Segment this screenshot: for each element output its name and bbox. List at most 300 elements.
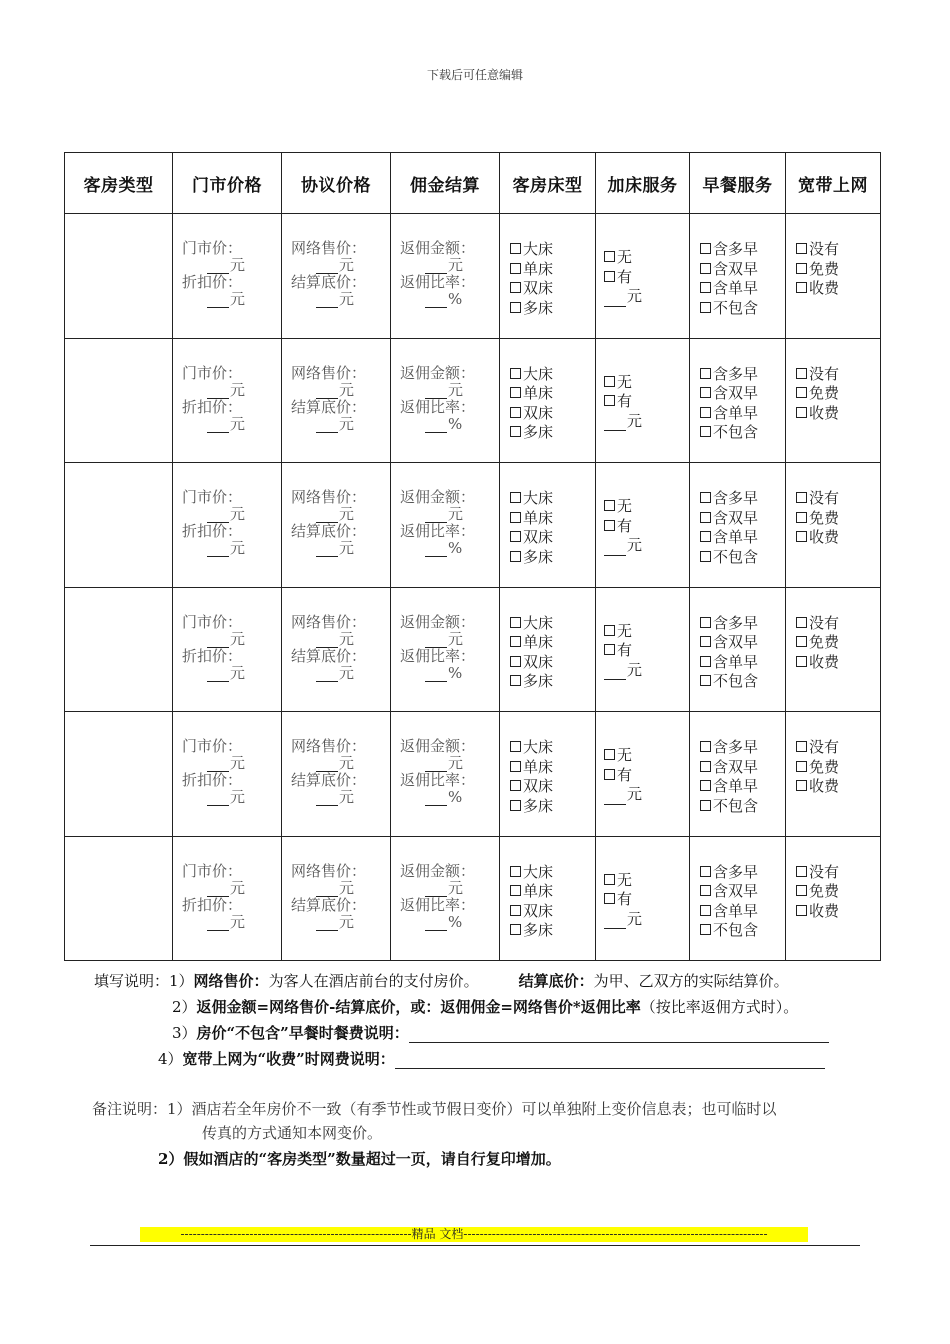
commission-formula: 返佣金额=网络售价-结算底价，或：返佣佣金=网络售价*返佣比率 xyxy=(196,998,641,1016)
checkbox-icon[interactable] xyxy=(510,617,521,628)
checkbox-icon[interactable] xyxy=(604,376,615,387)
breakfast-option[interactable] xyxy=(700,279,785,299)
bed-type-option-label: 多床 xyxy=(523,547,554,566)
commission-value-1[interactable] xyxy=(400,506,499,523)
bed-type-option[interactable] xyxy=(510,672,595,692)
checkbox-icon[interactable] xyxy=(700,302,711,313)
breakfast-option[interactable] xyxy=(700,614,785,634)
rack-price-value-1[interactable] xyxy=(182,880,281,897)
unit-label: 元 xyxy=(448,256,464,274)
broadband-option[interactable] xyxy=(796,384,880,404)
checkbox-icon[interactable] xyxy=(796,263,807,274)
unit-label: 元 xyxy=(339,539,355,557)
checkbox-icon[interactable] xyxy=(510,407,521,418)
unit-label: 元 xyxy=(339,878,355,897)
broadband-option[interactable] xyxy=(796,404,880,424)
breakfast-option-label: 含单早 xyxy=(713,777,759,795)
bed-type-option[interactable] xyxy=(510,797,595,817)
checkbox-icon[interactable] xyxy=(700,924,711,935)
breakfast-option[interactable] xyxy=(700,528,785,548)
extra-bed-yes-option[interactable] xyxy=(604,268,689,288)
extra-bed-price[interactable] xyxy=(604,412,689,432)
extra-bed-yes-label: 有 xyxy=(617,641,633,659)
commission-cell xyxy=(391,712,500,837)
commission-value-2[interactable] xyxy=(400,416,499,433)
broadband-option-label: 没有 xyxy=(809,240,840,258)
checkbox-icon[interactable] xyxy=(510,866,521,877)
agreed-price-value-1[interactable] xyxy=(291,631,390,648)
extra-bed-none-option[interactable] xyxy=(604,622,689,642)
checkbox-icon[interactable] xyxy=(700,675,711,686)
agreed-price-value-1[interactable] xyxy=(291,257,390,274)
rack-price-label-1: 门市价： xyxy=(182,363,243,382)
rack-price-cell xyxy=(173,587,282,712)
breakfast-option[interactable] xyxy=(700,299,785,319)
broadband-option[interactable] xyxy=(796,902,880,922)
checkbox-icon[interactable] xyxy=(796,761,807,772)
col-header-commission: 佣金结算 xyxy=(391,153,500,214)
checkbox-icon[interactable] xyxy=(510,243,521,254)
unit-label: 元 xyxy=(448,754,464,772)
checkbox-icon[interactable] xyxy=(604,500,615,511)
checkbox-icon[interactable] xyxy=(604,271,615,282)
breakfast-option[interactable] xyxy=(700,882,785,902)
checkbox-icon[interactable] xyxy=(604,520,615,531)
checkbox-icon[interactable] xyxy=(510,282,521,293)
checkbox-icon[interactable] xyxy=(510,800,521,811)
breakfast-option[interactable] xyxy=(700,921,785,941)
agreed-price-label-2: 结算底价： xyxy=(291,273,367,291)
bed-type-option[interactable] xyxy=(510,548,595,568)
checkbox-icon[interactable] xyxy=(700,885,711,896)
bed-type-option[interactable] xyxy=(510,365,595,385)
checkbox-icon[interactable] xyxy=(510,741,521,752)
agreed-price-value-1[interactable] xyxy=(291,755,390,772)
checkbox-icon[interactable] xyxy=(796,617,807,628)
rack-price-label-2: 折扣价： xyxy=(182,771,243,789)
checkbox-icon[interactable] xyxy=(510,675,521,686)
checkbox-icon[interactable] xyxy=(510,426,521,437)
breakfast-option-label: 不包含 xyxy=(713,921,759,939)
broadband-option[interactable] xyxy=(796,614,880,634)
room-type-cell[interactable] xyxy=(65,214,173,339)
bed-type-option[interactable] xyxy=(510,633,595,653)
checkbox-icon[interactable] xyxy=(700,761,711,772)
checkbox-icon[interactable] xyxy=(700,426,711,437)
unit-label: 元 xyxy=(339,256,355,274)
unit-label: 元 xyxy=(230,414,246,433)
bed-type-option[interactable] xyxy=(510,758,595,778)
bed-type-option-label: 大床 xyxy=(523,240,554,258)
checkbox-icon[interactable] xyxy=(510,368,521,379)
commission-value-2[interactable] xyxy=(400,914,499,931)
broadband-option[interactable] xyxy=(796,240,880,260)
broadband-option-label: 收费 xyxy=(809,652,840,671)
checkbox-icon[interactable] xyxy=(510,905,521,916)
breakfast-option[interactable] xyxy=(700,365,785,385)
broadband-option[interactable] xyxy=(796,653,880,673)
room-type-cell[interactable] xyxy=(65,712,173,837)
commission-value-2[interactable] xyxy=(400,789,499,806)
broadband-option-label: 免费 xyxy=(809,633,840,651)
extra-bed-none-label: 无 xyxy=(617,870,633,889)
checkbox-icon[interactable] xyxy=(796,866,807,877)
broadband-fee-blank[interactable] xyxy=(395,1053,825,1069)
checkbox-icon[interactable] xyxy=(700,780,711,791)
checkbox-icon[interactable] xyxy=(796,243,807,254)
bed-type-option-label: 单床 xyxy=(523,757,554,776)
broadband-option[interactable] xyxy=(796,279,880,299)
term-settlement-price-desc: 为甲、乙双方的实际结算价。 xyxy=(593,972,789,990)
extra-bed-yes-option[interactable] xyxy=(604,766,689,786)
checkbox-icon[interactable] xyxy=(700,551,711,562)
agreed-price-value-1[interactable] xyxy=(291,880,390,897)
unit-label: 元 xyxy=(339,754,355,772)
commission-value-2[interactable] xyxy=(400,665,499,682)
remark-line-1b: 传真的方式通知本网变价。 xyxy=(202,1124,383,1142)
rack-price-cell xyxy=(173,338,282,463)
commission-value-1[interactable] xyxy=(400,631,499,648)
unit-label: 元 xyxy=(339,290,355,308)
breakfast-option-label: 含单早 xyxy=(713,652,759,671)
bed-type-option[interactable] xyxy=(510,423,595,443)
broadband-option-label: 没有 xyxy=(809,613,840,632)
checkbox-icon[interactable] xyxy=(510,531,521,542)
checkbox-icon[interactable] xyxy=(796,780,807,791)
room-type-cell[interactable] xyxy=(65,836,173,961)
unit-label: 元 xyxy=(230,878,246,897)
rack-price-label-2: 折扣价： xyxy=(182,646,243,665)
bed-type-option[interactable] xyxy=(510,240,595,260)
rack-price-label-2: 折扣价： xyxy=(182,895,243,914)
broadband-option[interactable] xyxy=(796,738,880,758)
checkbox-icon[interactable] xyxy=(796,531,807,542)
breakfast-option[interactable] xyxy=(700,404,785,424)
col-header-agreed-price: 协议价格 xyxy=(282,153,391,214)
unit-label: 元 xyxy=(230,663,246,682)
checkbox-icon[interactable] xyxy=(700,531,711,542)
agreed-price-label-2: 结算底价： xyxy=(291,895,367,914)
bed-type-option[interactable] xyxy=(510,384,595,404)
extra-bed-yes-label: 有 xyxy=(617,765,633,784)
checkbox-icon[interactable] xyxy=(796,885,807,896)
checkbox-icon[interactable] xyxy=(700,656,711,667)
checkbox-icon[interactable] xyxy=(510,885,521,896)
commission-label-1: 返佣金额： xyxy=(400,363,476,382)
extra-bed-none-option[interactable] xyxy=(604,871,689,891)
checkbox-icon[interactable] xyxy=(510,263,521,274)
extra-bed-none-label: 无 xyxy=(617,621,633,640)
extra-bed-none-option[interactable] xyxy=(604,373,689,393)
extra-bed-cell xyxy=(596,587,690,712)
bed-type-option[interactable] xyxy=(510,882,595,902)
broadband-option[interactable] xyxy=(796,260,880,280)
checkbox-icon[interactable] xyxy=(700,282,711,293)
unit-label: 元 xyxy=(230,912,246,931)
remark-line-2: 2）假如酒店的“客房类型”数量超过一页，请自行复印增加。 xyxy=(158,1150,561,1168)
rack-price-label-1: 门市价： xyxy=(182,612,243,631)
breakfast-option[interactable] xyxy=(700,777,785,797)
checkbox-icon[interactable] xyxy=(604,395,615,406)
checkbox-icon[interactable] xyxy=(700,905,711,916)
checkbox-icon[interactable] xyxy=(604,749,615,760)
agreed-price-value-2[interactable] xyxy=(291,665,390,682)
rack-price-value-2[interactable] xyxy=(182,291,281,308)
checkbox-icon[interactable] xyxy=(796,905,807,916)
unit-label: 元 xyxy=(448,380,464,399)
commission-cell xyxy=(391,214,500,339)
instruction-num-2: 2） xyxy=(172,998,197,1016)
checkbox-icon[interactable] xyxy=(700,741,711,752)
rack-price-value-1[interactable] xyxy=(182,506,281,523)
broadband-option[interactable] xyxy=(796,633,880,653)
breakfast-cell xyxy=(690,836,786,961)
rack-price-value-1[interactable] xyxy=(182,382,281,399)
checkbox-icon[interactable] xyxy=(796,492,807,503)
checkbox-icon[interactable] xyxy=(700,512,711,523)
commission-value-1[interactable] xyxy=(400,257,499,274)
bed-type-option[interactable] xyxy=(510,279,595,299)
bed-type-option-label: 双床 xyxy=(523,528,554,546)
table-row xyxy=(65,587,881,712)
instruction-line-1 xyxy=(94,970,789,991)
room-type-cell[interactable] xyxy=(65,338,173,463)
breakfast-option[interactable] xyxy=(700,633,785,653)
bed-type-option-label: 双床 xyxy=(523,279,554,297)
broadband-cell xyxy=(786,587,881,712)
commission-label-1: 返佣金额： xyxy=(400,239,476,257)
checkbox-icon[interactable] xyxy=(700,387,711,398)
checkbox-icon[interactable] xyxy=(510,387,521,398)
broadband-cell xyxy=(786,338,881,463)
checkbox-icon[interactable] xyxy=(510,551,521,562)
breakfast-option[interactable] xyxy=(700,653,785,673)
checkbox-icon[interactable] xyxy=(700,800,711,811)
checkbox-icon[interactable] xyxy=(510,761,521,772)
unit-label: 元 xyxy=(339,663,355,682)
agreed-price-value-2[interactable] xyxy=(291,416,390,433)
checkbox-icon[interactable] xyxy=(700,866,711,877)
instruction-line-4 xyxy=(158,1048,825,1069)
broadband-cell xyxy=(786,463,881,588)
agreed-price-value-2[interactable] xyxy=(291,540,390,557)
checkbox-icon[interactable] xyxy=(700,243,711,254)
checkbox-icon[interactable] xyxy=(796,656,807,667)
extra-bed-none-option[interactable] xyxy=(604,497,689,517)
extra-bed-price[interactable] xyxy=(604,287,689,307)
bed-type-option[interactable] xyxy=(510,653,595,673)
breakfast-option[interactable] xyxy=(700,902,785,922)
rack-price-label-1: 门市价： xyxy=(182,239,243,257)
checkbox-icon[interactable] xyxy=(700,617,711,628)
broadband-option[interactable] xyxy=(796,528,880,548)
bed-type-option-label: 大床 xyxy=(523,364,554,383)
breakfast-option-label: 含单早 xyxy=(713,528,759,546)
broadband-option[interactable] xyxy=(796,758,880,778)
bed-type-option-label: 单床 xyxy=(523,259,554,278)
rack-price-value-1[interactable] xyxy=(182,755,281,772)
extra-bed-price[interactable] xyxy=(604,536,689,556)
breakfast-option[interactable] xyxy=(700,548,785,568)
checkbox-icon[interactable] xyxy=(796,636,807,647)
unit-label: 元 xyxy=(230,380,246,399)
commission-value-1[interactable] xyxy=(400,880,499,897)
extra-bed-price[interactable] xyxy=(604,661,689,681)
bed-type-option[interactable] xyxy=(510,777,595,797)
broadband-option[interactable] xyxy=(796,863,880,883)
checkbox-icon[interactable] xyxy=(700,407,711,418)
breakfast-option-label: 含双早 xyxy=(713,259,759,278)
breakfast-cell xyxy=(690,712,786,837)
breakfast-option-label: 含双早 xyxy=(713,882,759,900)
agreed-price-label-2: 结算底价： xyxy=(291,771,367,789)
breakfast-option[interactable] xyxy=(700,672,785,692)
commission-cell xyxy=(391,587,500,712)
bed-type-option[interactable] xyxy=(510,489,595,509)
broadband-option-label: 没有 xyxy=(809,489,840,507)
extra-bed-none-option[interactable] xyxy=(604,746,689,766)
bed-type-option-label: 大床 xyxy=(523,862,554,881)
bed-type-option[interactable] xyxy=(510,921,595,941)
checkbox-icon[interactable] xyxy=(700,368,711,379)
extra-bed-price[interactable] xyxy=(604,910,689,930)
checkbox-icon[interactable] xyxy=(796,512,807,523)
agreed-price-value-2[interactable] xyxy=(291,291,390,308)
bed-type-option[interactable] xyxy=(510,902,595,922)
rack-price-value-2[interactable] xyxy=(182,789,281,806)
col-header-bed-type: 客房床型 xyxy=(500,153,596,214)
unit-label: 元 xyxy=(339,380,355,399)
agreed-price-label-1: 网络售价： xyxy=(291,488,367,506)
agreed-price-label-1: 网络售价： xyxy=(291,363,367,382)
room-rate-table xyxy=(64,152,881,961)
extra-bed-yes-option[interactable] xyxy=(604,392,689,412)
breakfast-option[interactable] xyxy=(700,384,785,404)
col-header-room-type: 客房类型 xyxy=(65,153,173,214)
breakfast-option[interactable] xyxy=(700,863,785,883)
unit-label: 元 xyxy=(230,256,246,274)
rack-price-value-2[interactable] xyxy=(182,416,281,433)
col-header-extra-bed: 加床服务 xyxy=(596,153,690,214)
bed-type-option[interactable] xyxy=(510,260,595,280)
agreed-price-value-2[interactable] xyxy=(291,789,390,806)
checkbox-icon[interactable] xyxy=(604,625,615,636)
broadband-option[interactable] xyxy=(796,509,880,529)
checkbox-icon[interactable] xyxy=(604,769,615,780)
bed-type-option[interactable] xyxy=(510,614,595,634)
checkbox-icon[interactable] xyxy=(796,282,807,293)
agreed-price-cell xyxy=(282,338,391,463)
checkbox-icon[interactable] xyxy=(510,636,521,647)
bed-type-option[interactable] xyxy=(510,738,595,758)
bed-type-option[interactable] xyxy=(510,509,595,529)
broadband-option-label: 收费 xyxy=(809,901,840,920)
bed-type-option-label: 双床 xyxy=(523,777,554,795)
commission-value-1[interactable] xyxy=(400,755,499,772)
commission-value-2[interactable] xyxy=(400,291,499,308)
checkbox-icon[interactable] xyxy=(700,492,711,503)
checkbox-icon[interactable] xyxy=(604,251,615,262)
checkbox-icon[interactable] xyxy=(510,924,521,935)
footer-rule xyxy=(90,1245,860,1246)
breakfast-fee-blank[interactable] xyxy=(409,1027,829,1043)
commission-cell xyxy=(391,338,500,463)
checkbox-icon[interactable] xyxy=(796,368,807,379)
checkbox-icon[interactable] xyxy=(700,263,711,274)
bed-type-option[interactable] xyxy=(510,299,595,319)
instruction-line-3 xyxy=(172,1022,829,1043)
checkbox-icon[interactable] xyxy=(604,644,615,655)
broadband-option[interactable] xyxy=(796,882,880,902)
checkbox-icon[interactable] xyxy=(510,780,521,791)
breakfast-option[interactable] xyxy=(700,240,785,260)
bed-type-option[interactable] xyxy=(510,404,595,424)
checkbox-icon[interactable] xyxy=(510,302,521,313)
extra-bed-yes-option[interactable] xyxy=(604,890,689,910)
checkbox-icon[interactable] xyxy=(604,874,615,885)
broadband-option[interactable] xyxy=(796,489,880,509)
checkbox-icon[interactable] xyxy=(510,512,521,523)
broadband-option[interactable] xyxy=(796,777,880,797)
checkbox-icon[interactable] xyxy=(796,741,807,752)
commission-value-2[interactable] xyxy=(400,540,499,557)
unit-label: % xyxy=(448,788,463,806)
rack-price-value-1[interactable] xyxy=(182,257,281,274)
extra-bed-none-option[interactable] xyxy=(604,248,689,268)
breakfast-option[interactable] xyxy=(700,509,785,529)
breakfast-option[interactable] xyxy=(700,758,785,778)
extra-bed-yes-option[interactable] xyxy=(604,641,689,661)
checkbox-icon[interactable] xyxy=(510,656,521,667)
commission-value-1[interactable] xyxy=(400,382,499,399)
checkbox-icon[interactable] xyxy=(510,492,521,503)
checkbox-icon[interactable] xyxy=(700,636,711,647)
agreed-price-value-1[interactable] xyxy=(291,506,390,523)
bed-type-option[interactable] xyxy=(510,863,595,883)
extra-bed-price[interactable] xyxy=(604,785,689,805)
rack-price-value-1[interactable] xyxy=(182,631,281,648)
rack-price-cell xyxy=(173,712,282,837)
bed-type-option[interactable] xyxy=(510,528,595,548)
agreed-price-label-2: 结算底价： xyxy=(291,646,367,665)
breakfast-option[interactable] xyxy=(700,423,785,443)
extra-bed-yes-option[interactable] xyxy=(604,517,689,537)
bed-type-option-label: 多床 xyxy=(523,298,554,317)
bed-type-cell xyxy=(500,463,596,588)
bed-type-option-label: 多床 xyxy=(523,672,554,690)
room-type-cell[interactable] xyxy=(65,587,173,712)
extra-bed-none-label: 无 xyxy=(617,372,633,391)
room-type-cell[interactable] xyxy=(65,463,173,588)
breakfast-option[interactable] xyxy=(700,738,785,758)
broadband-option[interactable] xyxy=(796,365,880,385)
rack-price-value-2[interactable] xyxy=(182,665,281,682)
breakfast-option-label: 不包含 xyxy=(713,423,759,441)
agreed-price-value-2[interactable] xyxy=(291,914,390,931)
breakfast-option[interactable] xyxy=(700,260,785,280)
bed-type-option-label: 大床 xyxy=(523,738,554,756)
checkbox-icon[interactable] xyxy=(604,893,615,904)
checkbox-icon[interactable] xyxy=(796,387,807,398)
breakfast-option[interactable] xyxy=(700,797,785,817)
rack-price-value-2[interactable] xyxy=(182,914,281,931)
rack-price-value-2[interactable] xyxy=(182,540,281,557)
rack-price-label-1: 门市价： xyxy=(182,488,243,506)
checkbox-icon[interactable] xyxy=(796,407,807,418)
broadband-option-label: 没有 xyxy=(809,738,840,756)
breakfast-option[interactable] xyxy=(700,489,785,509)
agreed-price-value-1[interactable] xyxy=(291,382,390,399)
